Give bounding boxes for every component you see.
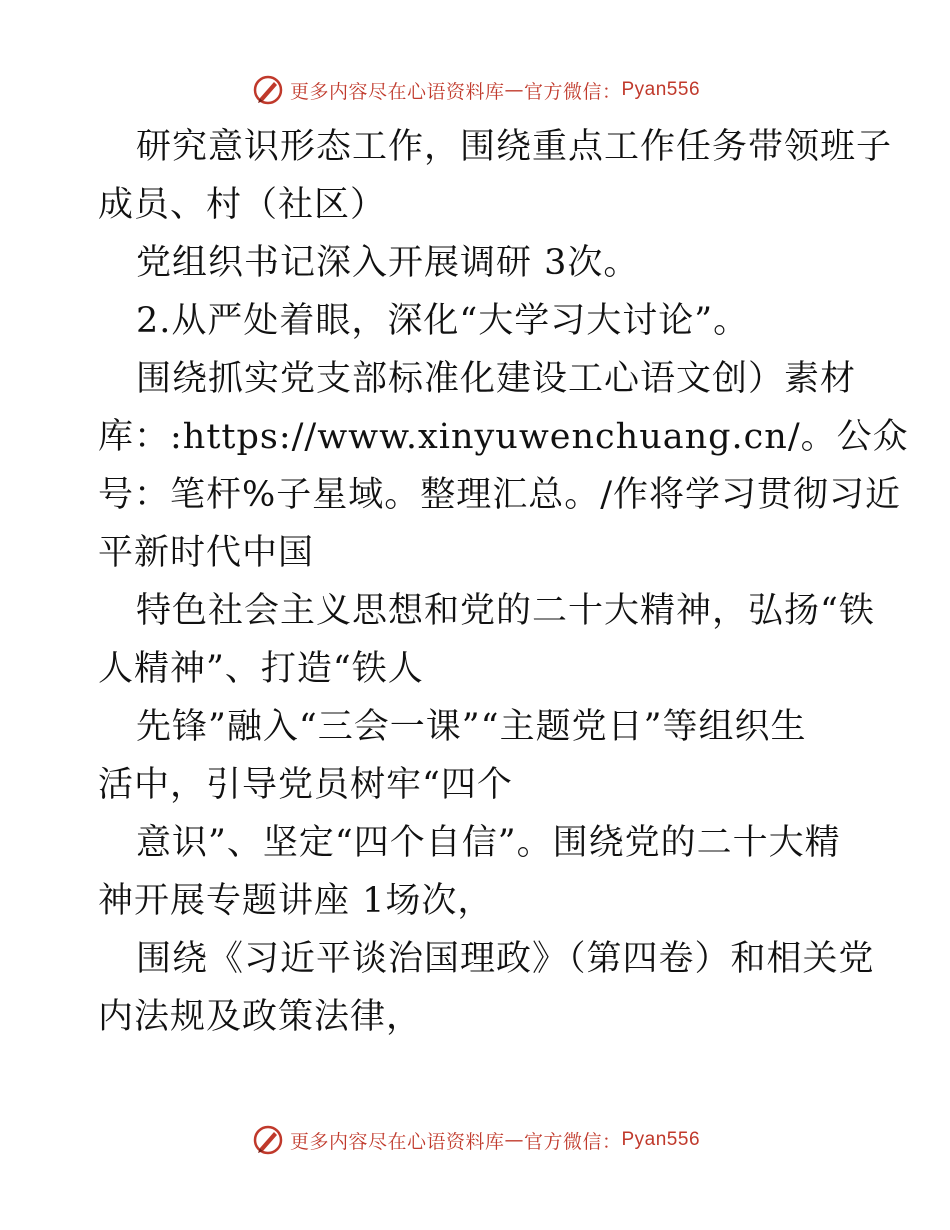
header-watermark [0,70,950,110]
footer-wechat-label: 官方微信： [523,1130,622,1153]
pen-logo-icon [250,72,286,108]
body-line: 内法规及政策法律， [98,997,423,1037]
footer-watermark [0,1120,950,1160]
pen-logo-icon [250,1122,286,1158]
body-line: 先锋”融入“三会一课”“主题党日”等组织生 [136,707,807,747]
body-line: 库：:https://www.xinyuwenchuang.cn/。公众 [98,417,909,457]
body-line: 成员、村（社区） [98,185,387,225]
header-wechat-label: 官方微信： [523,80,622,103]
body-line: 活中，引导党员树牢“四个 [98,765,513,805]
body-line: 特色社会主义思想和党的二十大精神，弘扬“铁 [136,591,875,631]
body-line: 平新时代中国 [98,533,315,573]
header-brand-text: 更多内容尽在心语资料库 [289,80,505,103]
document-body [98,118,909,1046]
body-line: 人精神”、打造“铁人 [98,649,424,689]
body-line: 神开展专题讲座 1场次， [98,881,494,921]
header-separator: — [504,79,524,101]
body-line: 围绕抓实党支部标准化建设工心语文创）素材 [136,359,857,399]
footer-wechat-id: Pyan556 [621,1129,701,1150]
body-line: 围绕《习近平谈治国理政》（第四卷）和相关党 [136,939,875,979]
body-line: 号：笔杆%子星域。整理汇总。/作将学习贯彻习近 [98,475,902,515]
body-line: 研究意识形态工作，围绕重点工作任务带领班子 [136,127,893,167]
header-wechat-id: Pyan556 [621,79,701,100]
body-line: 意识”、坚定“四个自信”。围绕党的二十大精 [136,823,841,863]
body-line: 2.从严处着眼，深化“大学习大讨论”。 [136,301,750,341]
body-line: 党组织书记深入开展调研 3次。 [136,243,640,283]
footer-separator: — [504,1129,524,1151]
footer-brand-text: 更多内容尽在心语资料库 [289,1130,505,1153]
